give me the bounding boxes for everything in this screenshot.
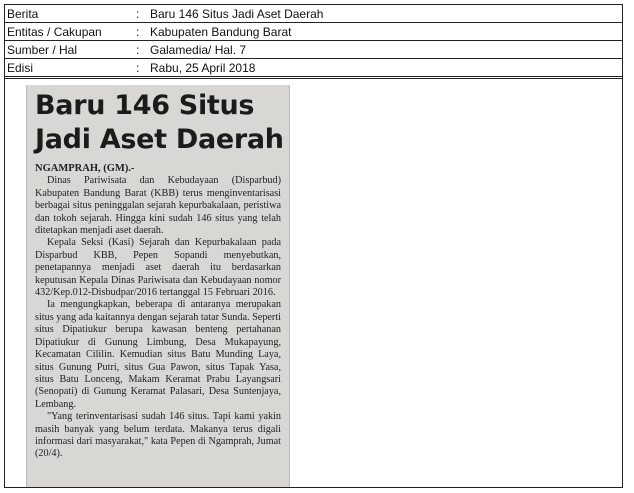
- meta-row-edisi: [5, 59, 622, 77]
- meta-row-sumber: [5, 41, 622, 59]
- headline-line-2: Jadi Aset Daerah: [35, 124, 284, 155]
- clipping-paragraph: "Yang terinventarisasi sudah 146 situs. Tapi kami yakin masih banyak yang belum terdata. Makanya terus digali informasi dari masyarakat," kata Pepen di Ngamprah, Jumat (20/4).: [35, 411, 281, 460]
- meta-value: Baru 146 Situs Jadi Aset Daerah: [150, 7, 324, 21]
- meta-value: Kabupaten Bandung Barat: [150, 25, 292, 39]
- meta-label: Berita: [7, 7, 39, 21]
- headline-line-1: Baru 146 Situs: [35, 90, 255, 121]
- meta-separator: :: [136, 61, 140, 75]
- clipping-paragraph: Kepala Seksi (Kasi) Sejarah dan Kepurbakalaan pada Disparbud KBB, Pepen Sopandi menyebutkan, penetapannya menjadi aset daerah itu berdasarkan keputusan Kepala Dinas Pariwisata dan Kebudayaan nomor 432/Kep.012-Disbudpar/2016 tertanggal 15 Februari 2016.: [35, 237, 281, 299]
- meta-row-berita: [5, 5, 622, 23]
- meta-label: Edisi: [7, 61, 34, 75]
- clipping-paragraph: Ia mengungkapkan, beberapa di antaranya merupakan situs yang ada kaitannya dengan sejarah tatar Sunda. Seperti situs Dipatiukur berupa kawasan benteng pertahanan Dipatiukur di Gunung Limbung, Desa Mukapayung, Kecamatan Cililin. Kemudian situs Batu Munding Laya, situs Gunung Putri, situs Gua Pawon, situs Tapak Yasa, situs Batu Lonceng, Makam Keramat Prabu Layangsari (Senopati) di Gunung Keramat Palasari, Desa Suntenjaya, Lembang.: [35, 299, 281, 410]
- clipping-dateline: NGAMPRAH, (GM).-: [35, 163, 135, 174]
- meta-value: Rabu, 25 April 2018: [150, 61, 256, 75]
- clipping-paragraph: Dinas Pariwisata dan Kebudayaan (Disparbud) Kabupaten Bandung Barat (KBB) terus menginventarisasi berbagai situs peninggalan sejarah kepurbakalaan, peristiwa dan tokoh sejarah. Hingga kini sudah 146 situs yang telah ditetapkan menjadi aset daerah.: [35, 175, 281, 237]
- meta-label: Entitas / Cakupan: [7, 25, 102, 39]
- meta-value: Galamedia/ Hal. 7: [150, 43, 247, 57]
- meta-row-entitas: [5, 23, 622, 41]
- meta-separator: :: [136, 43, 140, 57]
- newspaper-clipping: [26, 85, 290, 487]
- meta-label: Sumber / Hal: [7, 43, 78, 57]
- meta-separator: :: [136, 25, 140, 39]
- meta-separator: :: [136, 7, 140, 21]
- clipping-headline: [35, 89, 289, 157]
